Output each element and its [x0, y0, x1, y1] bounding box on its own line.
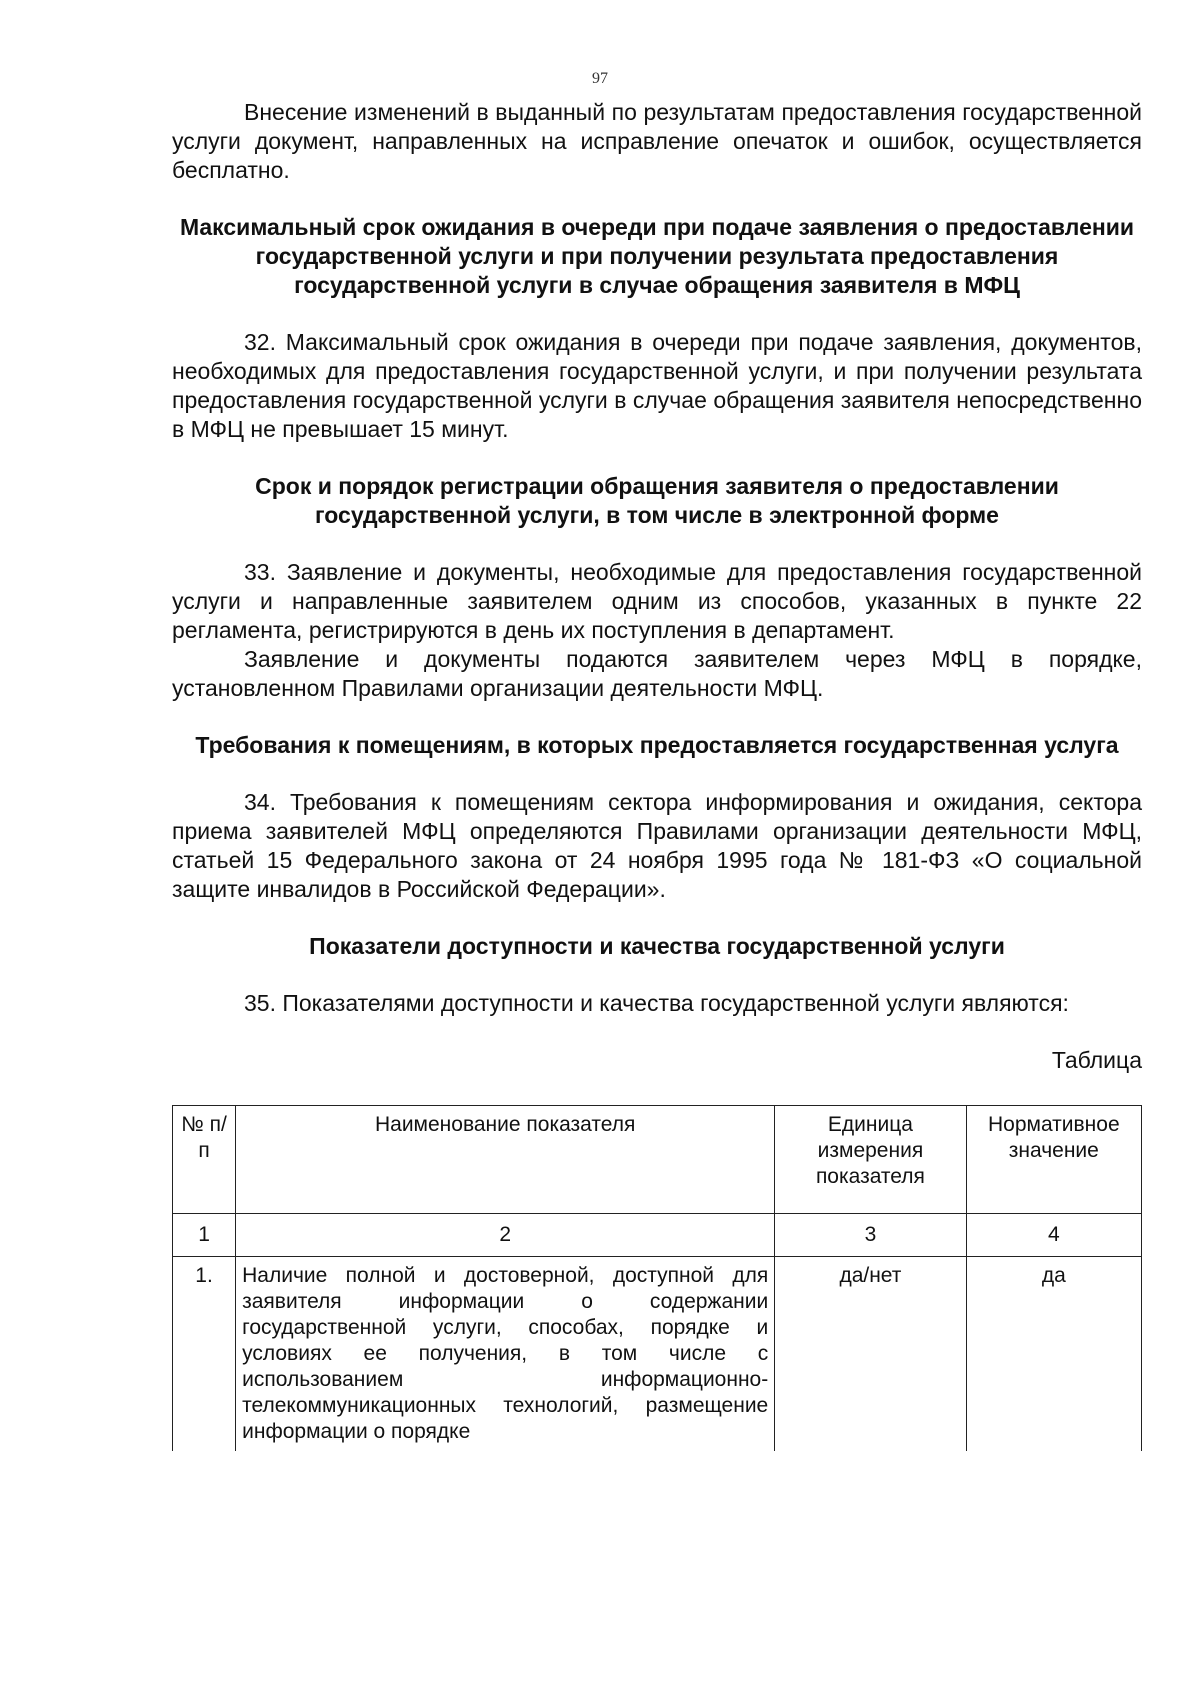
heading-indicators: Показатели доступности и качества государственной услуги	[309, 933, 1005, 959]
heading-queue-time: Максимальный срок ожидания в очереди при подаче заявления о предоставлении государственной услуги и при получении результата предоставления государственной услуги в случае обращения заявителя в МФЦ	[179, 214, 1135, 298]
paragraph-33: 33. Заявление и документы, необходимые для предоставления государственной услуги и направленные заявителем одним из способов, указанных в пункте 22 регламента, регистрируются в день их поступления в департамент.	[172, 559, 1142, 643]
table-caption: Таблица	[1051, 1047, 1142, 1073]
column-number: 1	[173, 1214, 236, 1257]
table-row	[173, 1257, 1142, 1452]
heading-registration: Срок и порядок регистрации обращения заявителя о предоставлении государственной услуги, в том числе в электронной форме	[255, 473, 1059, 528]
row-normative-value: да	[966, 1257, 1141, 1452]
column-number: 3	[775, 1214, 966, 1257]
paragraph-intro: Внесение изменений в выданный по результатам предоставления государственной услуги документ, направленных на исправление опечаток и ошибок, осуществляется бесплатно.	[172, 99, 1142, 183]
row-number: 1.	[173, 1257, 236, 1452]
column-number: 2	[236, 1214, 775, 1257]
row-indicator-name: Наличие полной и достоверной, доступной для заявителя информации о содержании государственной услуги, способах, порядке и условиях ее получения, в том числе с использованием информационно-телекоммуникационных технологий, размещение информации о порядке	[236, 1257, 775, 1452]
paragraph-34: 34. Требования к помещениям сектора информирования и ожидания, сектора приема заявителей МФЦ определяются Правилами организации деятельности МФЦ, статьей 15 Федерального закона от 24 ноября 1995 года № 181-ФЗ «О социальной защите инвалидов в Российской Федерации».	[172, 789, 1142, 902]
header-unit: Единица измерения показателя	[775, 1106, 966, 1214]
paragraph-35: 35. Показателями доступности и качества государственной услуги являются:	[244, 990, 1069, 1016]
paragraph-33-continued: Заявление и документы подаются заявителем через МФЦ в порядке, установленном Правилами организации деятельности МФЦ.	[172, 646, 1142, 701]
table-header-row	[173, 1106, 1142, 1214]
header-normative-value: Нормативное значение	[966, 1106, 1141, 1214]
header-indicator-name: Наименование показателя	[236, 1106, 775, 1214]
document-body	[172, 98, 1142, 1451]
column-number: 4	[966, 1214, 1141, 1257]
heading-premises: Требования к помещениям, в которых предоставляется государственная услуга	[195, 732, 1119, 758]
paragraph-32: 32. Максимальный срок ожидания в очереди при подаче заявления, документов, необходимых для предоставления государственной услуги, и при получении результата предоставления государственной услуги в случае обращения заявителя непосредственно в МФЦ не превышает 15 минут.	[172, 329, 1142, 442]
table-column-numbers-row	[173, 1214, 1142, 1257]
indicators-table	[172, 1105, 1142, 1451]
page-number: 97	[592, 70, 608, 87]
row-unit: да/нет	[775, 1257, 966, 1452]
header-number: № п/п	[173, 1106, 236, 1214]
